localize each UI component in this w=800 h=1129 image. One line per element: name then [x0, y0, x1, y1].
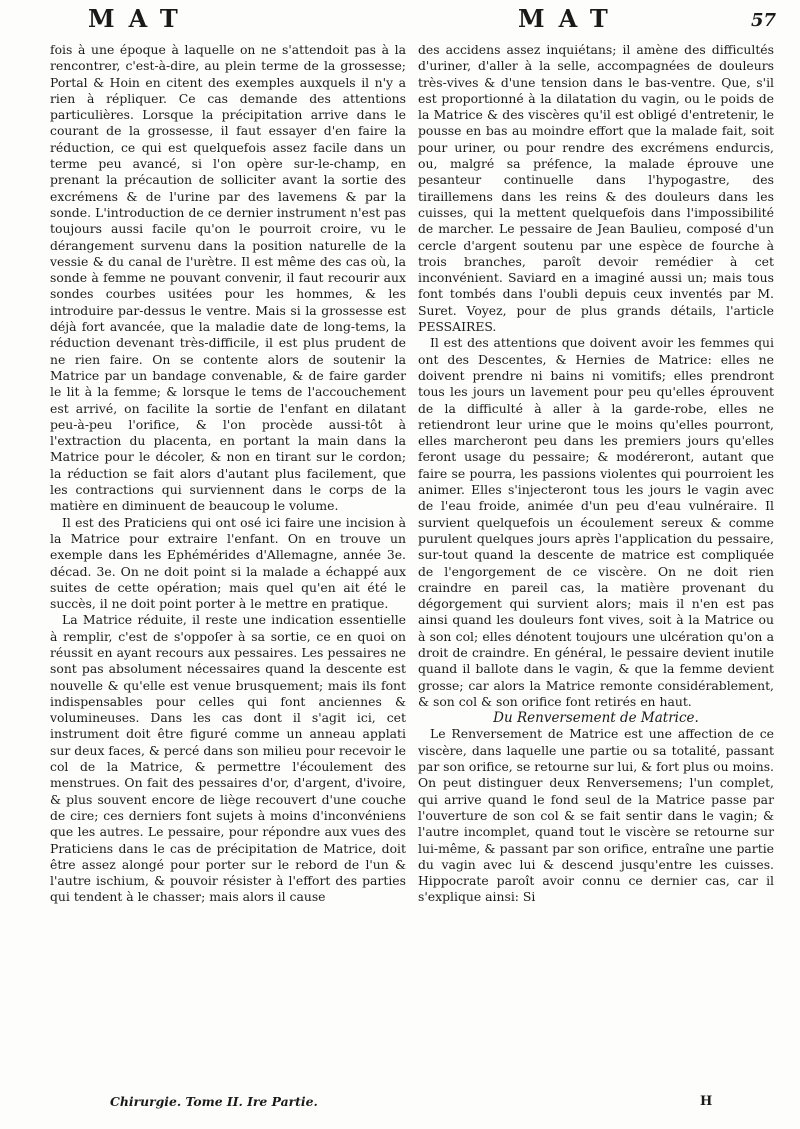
section-paragraph-1: Le Renversement de Matrice est une affection de ce viscère, dans laquelle une partie ou sa totalité, passant par son orifice, se retourne sur lui, & fort plus ou moins. On peut distinguer deux Renversemens; l'un complet, qui arrive quand le fond seul de la Matrice passe par l'ouverture de son col & se fait sentir dans le vagin; & l'autre incomplet, quand tout le viscère se retourne sur lui-même, & passant par son orifice, entraîne une partie du vagin avec lui & descend jusqu'entre les cuisses. Hippocrate paroît avoir connu ce dernier cas, car il s'explique ainsi: Si — [418, 726, 774, 905]
footer-signature-line: Chirurgie. Tome II. Ire Partie. — [110, 1094, 318, 1109]
right-paragraph-2: Il est des attentions que doivent avoir les femmes qui ont des Descentes, & Hernies de Matrice: elles ne doivent prendre ni bains ni vomitifs; elles prendront tous les jours un lavement pour peu qu'elles éprouvent de la difficulté à aller à la garde-robe, elles ne retiendront leur urine que le moins qu'elles pourront, elles marcheront peu dans les premiers jours qu'elles feront usage du pessaire; & modéreront, autant que faire se pourra, les passions violentes qui pourroient les animer. Elles s'injecteront tous les jours le vagin avec de l'eau froide, animée d'un peu d'eau vulnéraire. Il survient quelquefois un écoulement sereux & comme purulent quelques jours après l'application du pessaire, sur-tout quand la descente de matrice est compliquée de l'engorgement de ce viscère. On ne doit rien craindre en pareil cas, la matière provenant du dégorgement qui survient alors; mais il n'en est pas ainsi quand les douleurs font vives, soit à la Matrice ou à son col; elles dénotent toujours une ulcération qu'on a droit de craindre. En général, le pessaire devient inutile quand il ballote dans le vagin, & que la femme devient grosse; car alors la Matrice remonte considérablement, & son col & son orifice font retirés en haut. — [418, 335, 774, 709]
header-left-title: MAT — [88, 4, 192, 33]
right-column — [418, 42, 774, 1122]
section-title: Du Renversement de Matrice. — [493, 710, 699, 727]
right-paragraph-1: des accidens assez inquiétans; il amène des difficultés d'uriner, d'aller à la selle, accompagnées de douleurs très-vives & d'une tension dans le bas-ventre. Que, s'il est proportionné à la dilatation du vagin, ou le poids de la Matrice & des viscères qu'il est obligé d'entretenir, le pousse en bas au moindre effort que la malade fait, soit pour uriner, ou pour rendre des excrémens endurcis, ou, malgré sa préfence, la malade éprouve une pesanteur continuelle dans l'hypogastre, des tiraillemens dans les reins & des douleurs dans les cuisses, qui la mettent quelquefois dans l'impossibilité de marcher. Le pessaire de Jean Baulieu, composé d'un cercle d'argent soutenu par une espèce de fourche à trois branches, paroît devoir remédier à cet inconvénient. Saviard en a imaginé aussi un; mais tous font tombés dans l'oubli depuis ceux inventés par M. Suret. Voyez, pour de plus grands détails, l'article PESSAIRES. — [418, 42, 774, 335]
page-number: 57 — [750, 10, 776, 31]
footer-gathering-mark: H — [700, 1094, 713, 1109]
header-right-title: MAT — [518, 4, 622, 33]
left-paragraph-2: Il est des Praticiens qui ont osé ici faire une incision à la Matrice pour extraire l'enfant. On en trouve un exemple dans les Ephémérides d'Allemagne, année 3e. décad. 3e. On ne doit point si la malade a échappé aux suites de cette opération; mais quel qu'en ait été le succès, il ne doit point porter à le mettre en pratique. — [50, 514, 406, 612]
left-column — [50, 42, 406, 1112]
left-paragraph-3: La Matrice réduite, il reste une indication essentielle à remplir, c'est de s'oppoſer à sa sortie, ce en quoi on réussit en ayant recours aux pessaires. Les pessaires ne sont pas absolument nécessaires quand la descente est nouvelle & qu'elle est venue brusquement; mais ils font indispensables pour celles qui font anciennes & volumineuses. Dans les cas dont il s'agit ici, cet instrument doit être figuré comme un anneau applati sur deux faces, & percé dans son milieu pour recevoir le col de la Matrice, & permettre l'écoulement des menstrues. On fait des pessaires d'or, d'argent, d'ivoire, & plus souvent encore de liège recouvert d'une couche de cire; ces derniers font sujets à moins d'inconvéniens que les autres. Le pessaire, pour répondre aux vues des Praticiens dans le cas de précipitation de Matrice, doit être assez alongé pour porter sur le rebord de l'un & l'autre ischium, & pouvoir résister à l'effort des parties qui tendent à le chasser; mais alors il cause — [50, 612, 406, 905]
running-header — [48, 4, 776, 44]
left-paragraph-1: fois à une époque à laquelle on ne s'attendoit pas à la rencontrer, c'est-à-dire, au plein terme de la grossesse; Portal & Hoin en citent des exemples auxquels il n'y a rien à répliquer. Ce cas demande des attentions particulières. Lorsque la précipitation arrive dans le courant de la grossesse, il faut essayer d'en faire la réduction, ce qui est quelquefois assez facile dans un terme peu avancé, si l'on opère sur-le-champ, en prenant la précaution de solliciter avant la sortie des excrémens & de l'urine par des lavemens & par la sonde. L'introduction de ce dernier instrument n'est pas toujours aussi facile qu'on le pourroit croire, vu le dérangement survenu dans la position naturelle de la vessie & du canal de l'urètre. Il est même des cas où, la sonde à femme ne pouvant convenir, il faut recourir aux sondes courbes usitées pour les hommes, & les introduire par-dessus le ventre. Mais si la grossesse est déjà fort avancée, que la maladie date de long-tems, la réduction devenant très-difficile, il est plus prudent de ne rien faire. On se contente alors de soutenir la Matrice par un bandage convenable, & de faire garder le lit à la femme; & lorsque le tems de l'accouchement est arrivé, on facilite la sortie de l'enfant en dilatant peu-à-peu l'orifice, & l'on procède aussi-tôt à l'extraction du placenta, en portant la main dans la Matrice pour le décoler, & non en tirant sur le cordon; la réduction se fait alors d'autant plus facilement, que les contractions qui surviennent dans le corps de la matière en diminuent de beaucoup le volume. — [50, 42, 406, 514]
